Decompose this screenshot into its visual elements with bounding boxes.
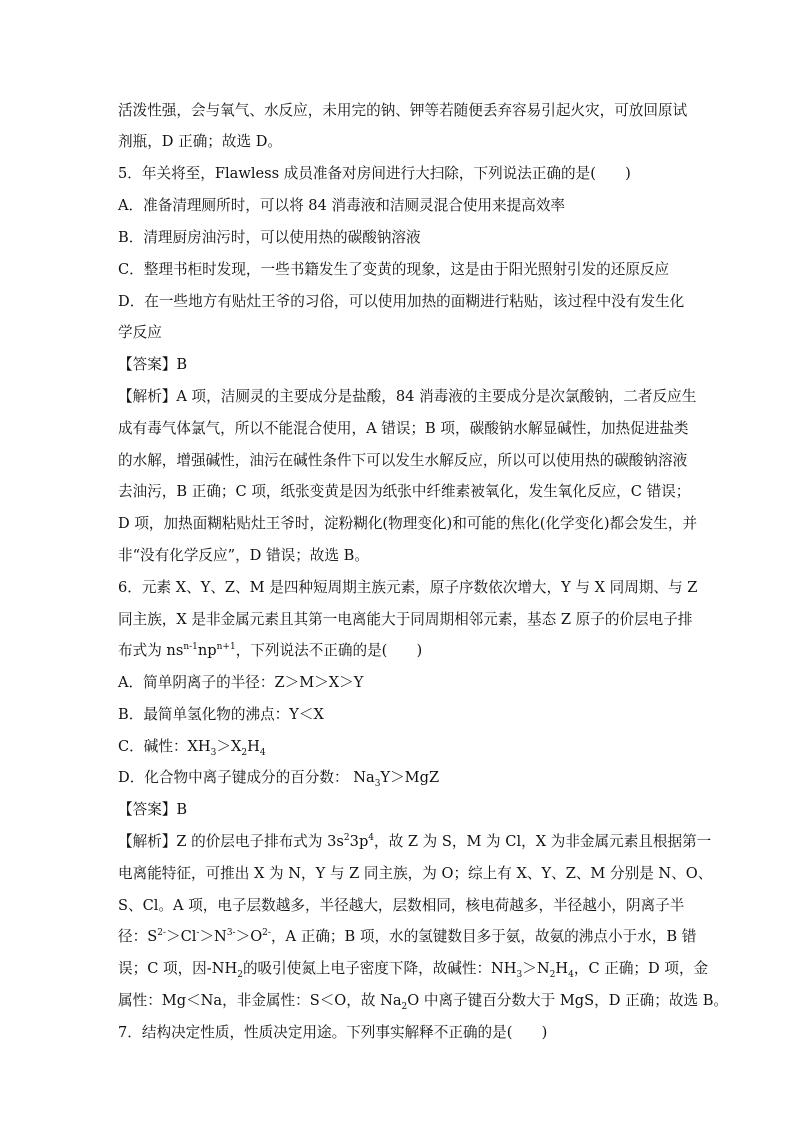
question-7-stem: 7．结构决定性质，性质决定用途。下列事实解释不正确的是( ): [118, 1024, 548, 1041]
text-segment: H: [247, 738, 260, 755]
superscript: 2-: [262, 928, 271, 939]
text-segment: ，下列说法不正确的是( ): [235, 642, 423, 659]
text-line: 同主族，X 是非金属元素且其第一电离能大于同周期相邻元素，基态 Z 原子的价层电子排: [118, 611, 693, 628]
analysis-line: [118, 959, 708, 979]
text-segment: np: [197, 642, 217, 659]
text-segment: ＞X: [216, 738, 242, 755]
text-line: 剂瓶，D 正确；故选 D。: [118, 133, 283, 150]
analysis-line: 非“没有化学反应”，D 错误；故选 B。: [118, 547, 369, 564]
text-segment: 【解析】Z 的价层电子排布式为 3s: [118, 833, 344, 850]
text-segment: 3p: [349, 833, 369, 850]
text-segment: Y＞MgZ: [380, 769, 440, 786]
option-b: B．清理厨房油污时，可以使用热的碳酸钠溶液: [118, 229, 421, 246]
text-line: 学反应: [118, 324, 162, 341]
option-a: A．简单阴离子的半径：Z＞M＞X＞Y: [118, 674, 364, 691]
analysis-line: D 项，加热面糊粘贴灶王爷时，淀粉糊化(物理变化)和可能的焦化(化学变化)都会发生，并: [118, 515, 698, 532]
subscript: 4: [568, 969, 574, 980]
superscript: 4: [368, 833, 375, 844]
option-a: A．准备清理厕所时，可以将 84 消毒液和洁厕灵混合使用来提高效率: [118, 197, 566, 214]
text-segment: H: [555, 960, 569, 977]
option-b: B．最简单氢化物的沸点：Y＜X: [118, 706, 324, 723]
superscript: n-1: [183, 642, 198, 653]
analysis-line: [118, 927, 696, 947]
subscript: 2: [401, 1001, 408, 1012]
text-segment: O 中离子键百分数大于 MgS，D 正确；故选 B。: [407, 992, 729, 1009]
analysis-line: 成有毒气体氯气，所以不能混合使用，A 错误；B 项，碳酸钠水解显碱性，加热促进盐类: [118, 420, 689, 437]
text-segment: ＞O: [235, 928, 263, 945]
answer-label: 【答案】B: [118, 801, 188, 818]
text-segment: 布式为 ns: [118, 642, 184, 659]
subscript: 4: [259, 747, 266, 758]
analysis-line: 电离能特征，可推出 X 为 N，Y 与 Z 同主族，为 O；综上有 X、Y、Z、M 分别是 N、O、: [118, 865, 713, 882]
analysis-line: [118, 832, 711, 852]
text-segment: ，故 Z 为 S，M 为 Cl，X 为非金属元素且根据第一: [374, 833, 712, 850]
subscript: 2: [237, 969, 243, 980]
text-segment: 径：S: [118, 928, 158, 945]
subscript: 2: [241, 747, 248, 758]
superscript: 2-: [157, 928, 166, 939]
analysis-line: [118, 991, 728, 1011]
text-segment: ＞Cl: [165, 928, 197, 945]
text-segment: ＞N: [199, 928, 227, 945]
text-segment: ，C 正确；D 项，金: [573, 960, 709, 977]
analysis-line: 的水解，增强碱性，油污在碱性条件下可以发生水解反应，所以可以使用热的碳酸钠溶液: [118, 452, 688, 469]
superscript: n+1: [216, 642, 236, 653]
analysis-line: 去油污，B 正确；C 项，纸张变黄是因为纸张中纤维素被氧化，发生氧化反应，C 错误；: [118, 483, 691, 500]
text-segment: ，A 正确；B 项，水的氢键数目多于氨，故氨的沸点小于水，B 错: [270, 928, 697, 945]
superscript: 2: [343, 833, 350, 844]
text-segment: D．化合物中离子键成分的百分数： Na: [118, 769, 375, 786]
analysis-line: 【解析】A 项，洁厕灵的主要成分是盐酸，84 消毒液的主要成分是次氯酸钠，二者反应生: [118, 388, 697, 405]
subscript: 3: [210, 747, 217, 758]
text-line: [118, 641, 422, 661]
text-segment: 误；C 项，因-NH: [118, 960, 238, 977]
option-d: [118, 768, 439, 788]
text-segment: 属性：Mg＜Na，非金属性：S＜O，故 Na: [118, 992, 402, 1009]
option-c: C．整理书柜时发现，一些书籍发生了变黄的现象，这是由于阳光照射引发的还原反应: [118, 261, 670, 278]
text-segment: ＞N: [522, 960, 550, 977]
option-c: [118, 737, 266, 757]
subscript: 3: [374, 778, 381, 789]
answer-label: 【答案】B: [118, 356, 188, 373]
analysis-line: S、Cl。A 项，电子层数越多，半径越大，层数相同，核电荷越多，半径越小，阴离子半: [118, 897, 685, 914]
option-d: D．在一些地方有贴灶王爷的习俗，可以使用加热的面糊进行粘贴，该过程中没有发生化: [118, 293, 685, 310]
question-6-stem: 6．元素 X、Y、Z、M 是四种短周期主族元素，原子序数依次增大，Y 与 X 同周期、与 Z: [118, 579, 698, 596]
text-line: 活泼性强，会与氧气、水反应，未用完的钠、钾等若随便丢弃容易引起火灾，可放回原试: [118, 102, 688, 119]
question-5-stem: 5．年关将至，Flawless 成员准备对房间进行大扫除，下列说法正确的是( ): [118, 165, 631, 182]
text-segment: 的吸引使氮上电子密度下降，故碱性：NH: [242, 960, 517, 977]
superscript: 3-: [226, 928, 236, 939]
superscript: -: [196, 928, 200, 939]
subscript: 3: [516, 969, 523, 980]
subscript: 2: [549, 969, 556, 980]
text-segment: C．碱性：XH: [118, 738, 211, 755]
